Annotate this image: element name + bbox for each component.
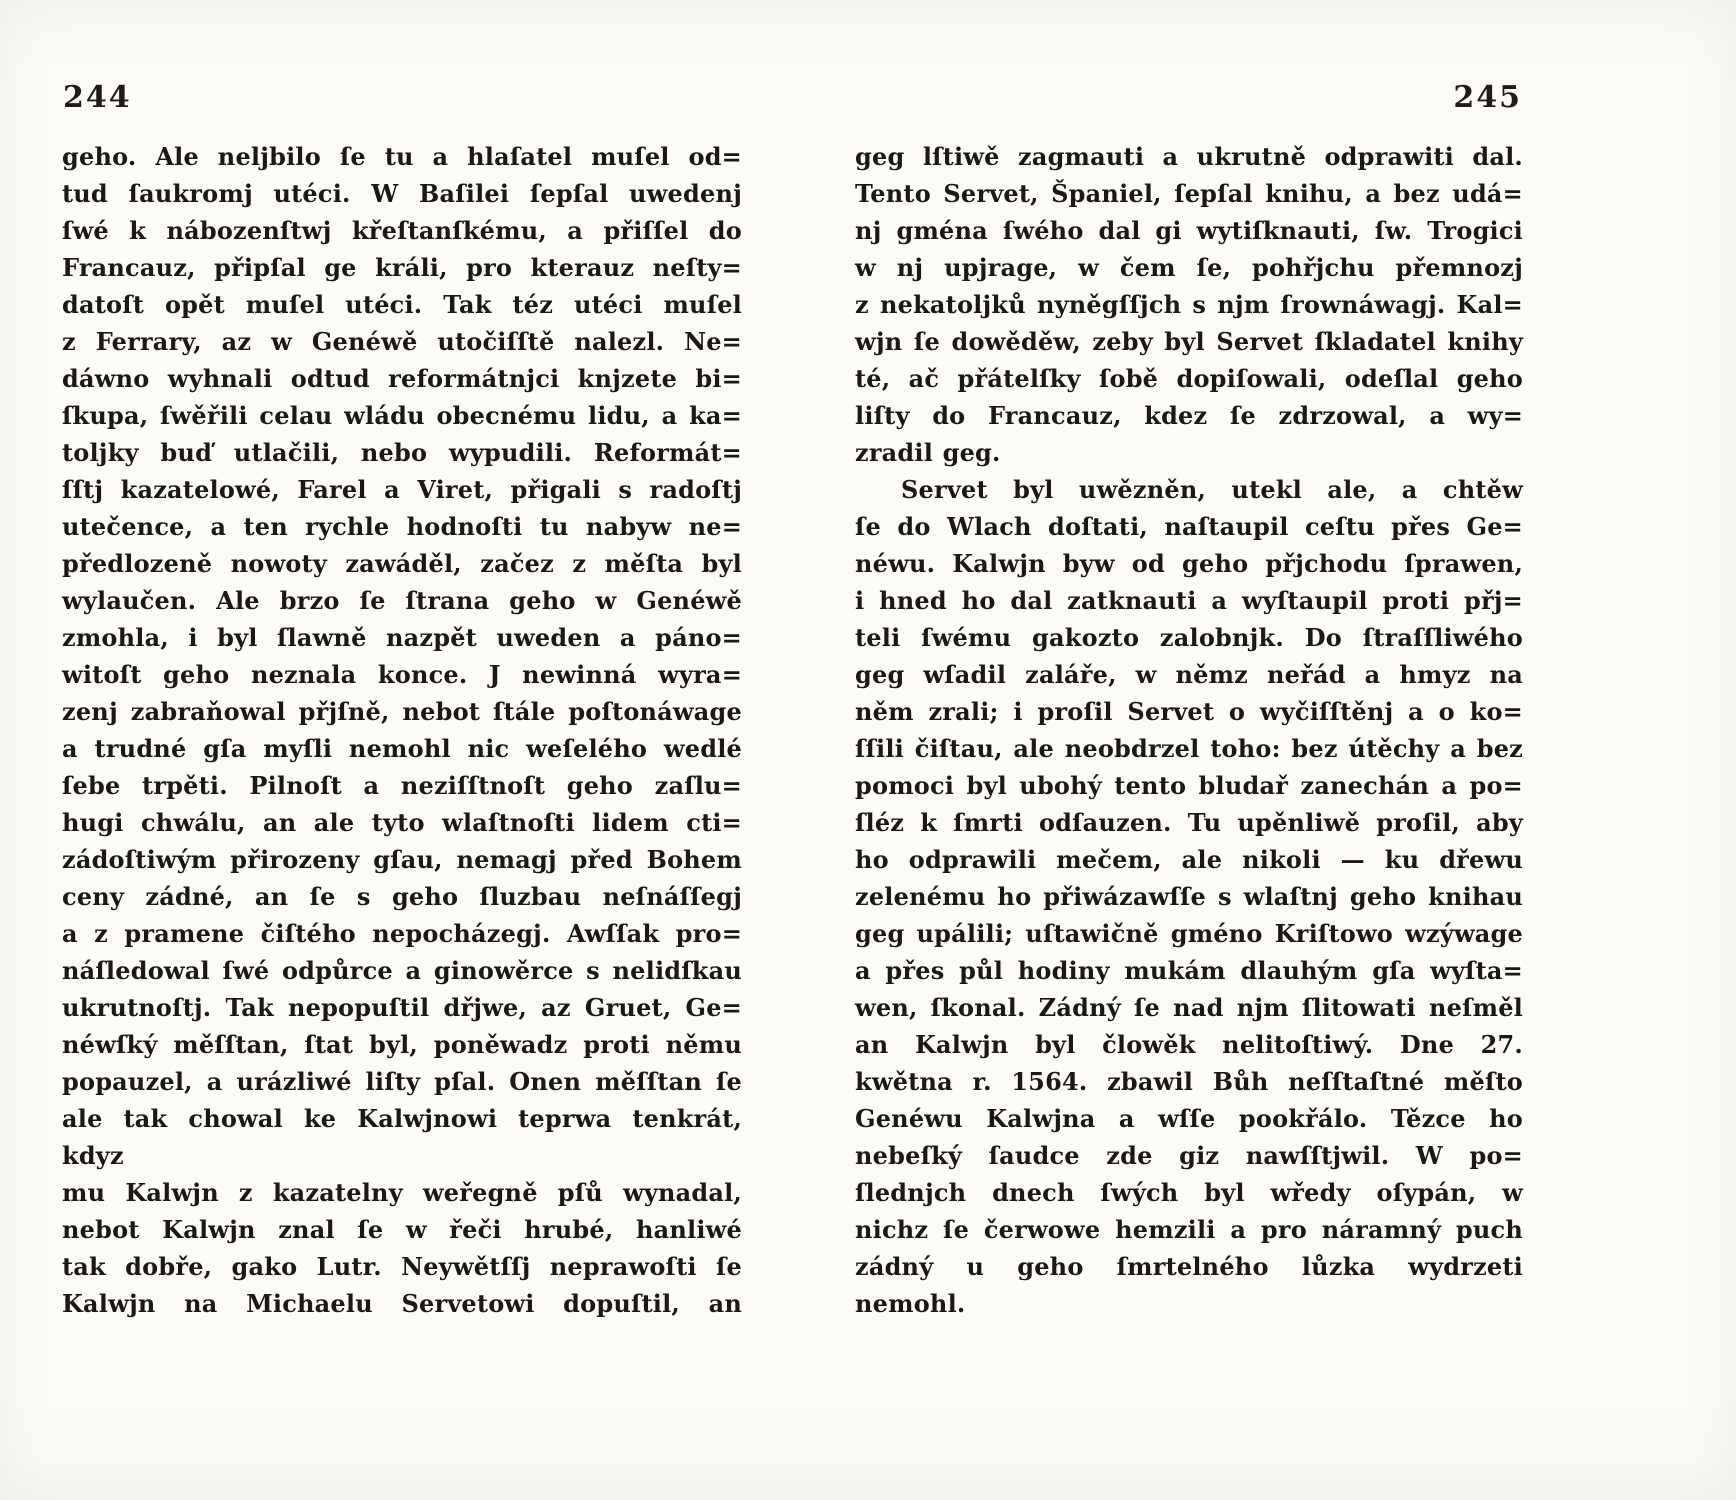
text-line: ſwé k nábozenſtwj křeſtanſkému, a přiſſel do bbox=[62, 216, 742, 245]
text-line: teli ſwému gakozto zalobnjk. Do ſtraſſliwého bbox=[855, 623, 1523, 652]
text-line: geg upálili; uſtawičně gméno Kriſtowo wzýwage bbox=[855, 919, 1523, 948]
text-line: geg wſadil zaláře, w němz neřád a hmyz na bbox=[855, 660, 1523, 689]
text-line: ſſili čiſtau, ale neobdrzel toho: bez útěchy a bez bbox=[855, 734, 1523, 763]
text-line: w nj upjrage, w čem ſe, pohřjchu přemnozj bbox=[855, 253, 1523, 282]
text-line: zelenému ho přiwázawſſe s wlaſtnj geho knihau bbox=[855, 882, 1523, 911]
text-line: pomoci byl ubohý tento bludař zanechán a po= bbox=[855, 771, 1523, 800]
text-line: a přes půl hodiny mukám dlauhým gſa wyſta= bbox=[855, 956, 1523, 985]
text-line: toljky buď utlačili, nebo wypudili. Reformát= bbox=[62, 438, 742, 467]
text-line: liſty do Francauz, kdez ſe zdrzowal, a wy= bbox=[855, 401, 1523, 430]
text-line: z Ferrary, az w Genéwě utočiſſtě nalezl. Ne= bbox=[62, 327, 742, 356]
text-line: Tento Servet, Španiel, ſepſal knihu, a bez udá= bbox=[855, 179, 1523, 208]
text-line: něm zrali; i proſil Servet o wyčiſſtěnj a o ko= bbox=[855, 697, 1523, 726]
text-line: zmohla, i byl ſlawně nazpět uweden a páno= bbox=[62, 623, 742, 652]
text-line: ho odprawili mečem, ale nikoli — ku dřewu bbox=[855, 845, 1523, 874]
text-line: dáwno wyhnali odtud reformátnjci knjzete bi= bbox=[62, 364, 742, 393]
text-line: datoſt opět muſel utéci. Tak téz utéci muſel bbox=[62, 290, 742, 319]
text-line: Servet byl uwězněn, utekl ale, a chtěw bbox=[901, 475, 1523, 504]
text-line: nebot Kalwjn znal ſe w řeči hrubé, hanliwé bbox=[62, 1215, 742, 1244]
text-line: ukrutnoſtj. Tak nepopuſtil dřjwe, az Gruet, Ge= bbox=[62, 993, 742, 1022]
text-line: z nekatoljků nyněgſſjch s njm ſrownáwagj. Kal= bbox=[855, 290, 1523, 319]
text-line: geho. Ale neljbilo ſe tu a hlaſatel muſel od= bbox=[62, 142, 742, 171]
text-block-right bbox=[855, 138, 1523, 1322]
text-line: mu Kalwjn z kazatelny weřegně pſů wynadal, bbox=[62, 1178, 742, 1207]
text-line: kwětna r. 1564. zbawil Bůh neſſtaſtné měſto bbox=[855, 1067, 1523, 1096]
text-line: a z pramene čiſtého nepocházegj. Awſſak pro= bbox=[62, 919, 742, 948]
text-line: tud ſaukromj utéci. W Baſilei ſepſal uwedenj bbox=[62, 179, 742, 208]
text-line: zádoſtiwým přirozeny gſau, nemagj před Bohem bbox=[62, 845, 742, 874]
text-line: ſléz k ſmrti odſauzen. Tu upěnliwě proſil, aby bbox=[855, 808, 1523, 837]
text-line: geg lſtiwě zagmauti a ukrutně odprawiti dal. bbox=[855, 142, 1523, 171]
text-line: i hned ho dal zatknauti a wyſtaupil proti přj= bbox=[855, 586, 1523, 615]
text-line: předlozeně nowoty zawáděl, začez z měſta byl bbox=[62, 549, 742, 578]
text-line: zradil geg. bbox=[855, 438, 1001, 467]
text-line: té, ač přátelſky ſobě dopiſowali, odeſlal geho bbox=[855, 364, 1523, 393]
text-line: wen, ſkonal. Zádný ſe nad njm ſlitowati neſměl bbox=[855, 993, 1523, 1022]
text-line: an Kalwjn byl člowěk nelitoſtiwý. Dne 27. bbox=[855, 1030, 1523, 1059]
text-line: ſlednjch dnech ſwých byl wředy oſypán, w bbox=[855, 1178, 1523, 1207]
text-line: ale tak chowal ke Kalwjnowi teprwa tenkrát, kdyz bbox=[62, 1104, 742, 1170]
text-line: ſe do Wlach doſtati, naſtaupil ceſtu přes Ge= bbox=[855, 512, 1523, 541]
text-line: a trudné gſa myſli nemohl nic weſelého wedlé bbox=[62, 734, 742, 763]
text-line: hugi chwálu, an ale tyto wlaſtnoſti lidem cti= bbox=[62, 808, 742, 837]
text-line: nebeſký ſaudce zde giz nawſſtjwil. W po= bbox=[855, 1141, 1523, 1170]
page-number-right: 245 bbox=[1453, 80, 1522, 115]
text-line: tak dobře, gako Lutr. Neywětſſj neprawoſti ſe bbox=[62, 1252, 742, 1281]
text-block-left bbox=[62, 138, 742, 1322]
text-line: ſkupa, ſwěřili celau wládu obecnému lidu, a ka= bbox=[62, 401, 742, 430]
text-line: ceny zádné, an ſe s geho ſluzbau neſnáſſegj bbox=[62, 882, 742, 911]
page-number-left: 244 bbox=[63, 80, 132, 115]
text-line: ſebe trpěti. Pilnoſt a neziſſtnoſt geho zaſlu= bbox=[62, 771, 742, 800]
text-line: witoſt geho neznala konce. J newinná wyra= bbox=[62, 660, 742, 689]
text-line: náſledowal ſwé odpůrce a ginowěrce s nelidſkau bbox=[62, 956, 742, 985]
text-line: Genéwu Kalwjna a wſſe pookřálo. Tězce ho bbox=[855, 1104, 1523, 1133]
text-line: Kalwjn na Michaelu Servetowi dopuſtil, an bbox=[62, 1289, 742, 1318]
text-line: Francauz, připſal ge králi, pro kterauz neſty= bbox=[62, 253, 742, 282]
text-line: wylaučen. Ale brzo ſe ſtrana geho w Genéwě bbox=[62, 586, 742, 615]
text-line: ſſtj kazatelowé, Farel a Viret, přigali s radoſtj bbox=[62, 475, 742, 504]
text-line: popauzel, a urázliwé liſty pſal. Onen měſſtan ſe bbox=[62, 1067, 742, 1096]
text-line: néwſký měſſtan, ſtat byl, poněwadz proti němu bbox=[62, 1030, 742, 1059]
text-line: wjn ſe dowěděw, zeby byl Servet ſkladatel knihy bbox=[855, 327, 1523, 356]
text-line: zádný u geho ſmrtelného lůzka wydrzeti nemohl. bbox=[855, 1252, 1523, 1318]
text-line: utečence, a ten rychle hodnoſti tu nabyw ne= bbox=[62, 512, 742, 541]
text-line: nichz ſe čerwowe hemzili a pro náramný puch bbox=[855, 1215, 1523, 1244]
text-line: néwu. Kalwjn byw od geho přjchodu ſprawen, bbox=[855, 549, 1523, 578]
text-line: nj gména ſwého dal gi wytiſknauti, ſw. Trogici bbox=[855, 216, 1523, 245]
text-line: zenj zabraňowal přjſně, nebot ſtále poſtonáwage bbox=[62, 697, 742, 726]
